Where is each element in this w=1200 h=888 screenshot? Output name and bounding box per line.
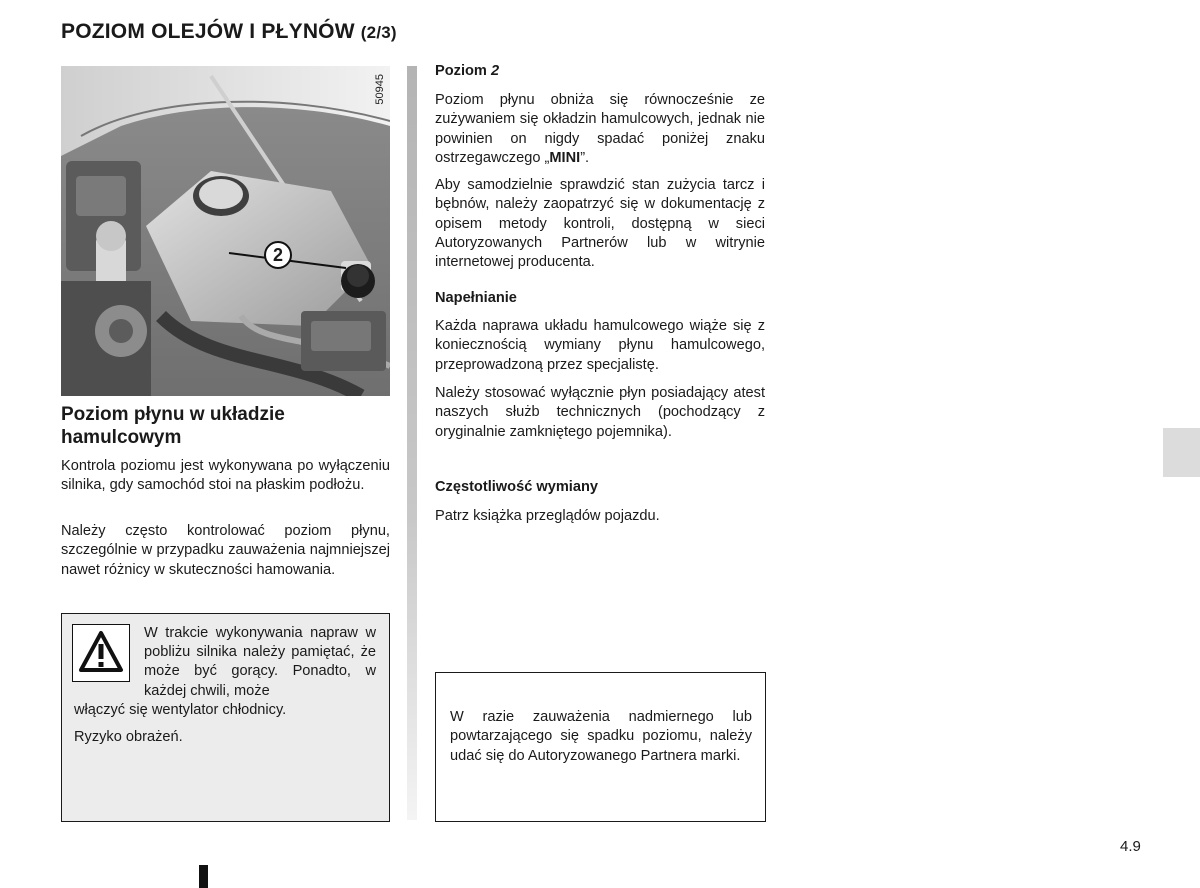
callout-marker: 2 (264, 241, 292, 269)
warning-text-lead: W trakcie wykonywania napraw w pobliżu silnika należy pamiętać, że może być gorący. Ponadto, w każdej chwili, może (144, 625, 376, 699)
paragraph-filling-fluid: Należy stosować wyłącznie płyn posiadający atest naszych służb technicznych (pochodzący z oryginalnie zamkniętego pojemnika). (435, 385, 765, 440)
crop-mark (199, 865, 208, 888)
info-text: W razie zauważenia nadmiernego lub powtarzającego się spadku poziomu, należy udać się do Autoryzowanego Partnera marki. (450, 709, 752, 764)
page-title-part: (2/3) (360, 23, 397, 42)
column-divider (407, 66, 417, 820)
level2-heading-num: 2 (490, 63, 500, 79)
frequency-heading: Częstotliwość wymiany (435, 479, 599, 495)
level2-text-c: ”. (580, 149, 590, 166)
filling-heading: Napełnianie (435, 290, 517, 306)
page-title-main: POZIOM OLEJÓW I PŁYNÓW (61, 20, 355, 43)
section-heading: Poziom płynu w układzie hamulcowym (61, 404, 285, 448)
image-code: 50945 (374, 74, 386, 105)
info-box (435, 672, 766, 822)
paragraph-level2-discs: Aby samodzielnie sprawdzić stan zużycia tarcz i bębnów, należy zaopatrzyć się w dokumentację z opisem metody kontroli, dostępną w sieci Autoryzowanych Partnerów lub w witrynie internetowej producenta. (435, 177, 765, 271)
paragraph-frequency: Patrz książka przeglądów pojazdu. (435, 508, 660, 524)
level2-heading (435, 63, 499, 79)
level2-heading-prefix: Poziom (435, 63, 491, 79)
warning-risk: Ryzyko obrażeń. (74, 729, 183, 745)
paragraph-filling-repair: Każda naprawa układu hamulcowego wiąże się z koniecznością wymiany płynu hamulcowego, przeprowadzoną przez specjalistę. (435, 318, 765, 373)
mini-mark-label: MINI (549, 149, 581, 166)
warning-triangle-icon (72, 624, 130, 682)
page-number: 4.9 (1120, 838, 1141, 855)
paragraph-level-check: Kontrola poziomu jest wykonywana po wyłączeniu silnika, gdy samochód stoi na płaskim podłożu. (61, 458, 390, 494)
warning-box (61, 613, 390, 822)
warning-text-tail: włączyć się wentylator chłodnicy. (74, 702, 287, 718)
engine-bay-photo (61, 66, 390, 396)
level2-text-a: Poziom płynu obniża się równocześnie ze zużywaniem się okładzin hamulcowych, jednak nie powinien on nigdy spadać poniżej znaku ostrzegawczego „ (435, 92, 765, 166)
paragraph-frequent-check: Należy często kontrolować poziom płynu, szczególnie w przypadku zauważenia najmniejszej nawet różnicy w skuteczności hamowania. (61, 523, 390, 578)
chapter-edge-tab (1163, 428, 1200, 477)
paragraph-level2-wear (435, 91, 765, 168)
page-title (61, 20, 397, 44)
engine-bay-illustration (61, 66, 390, 396)
